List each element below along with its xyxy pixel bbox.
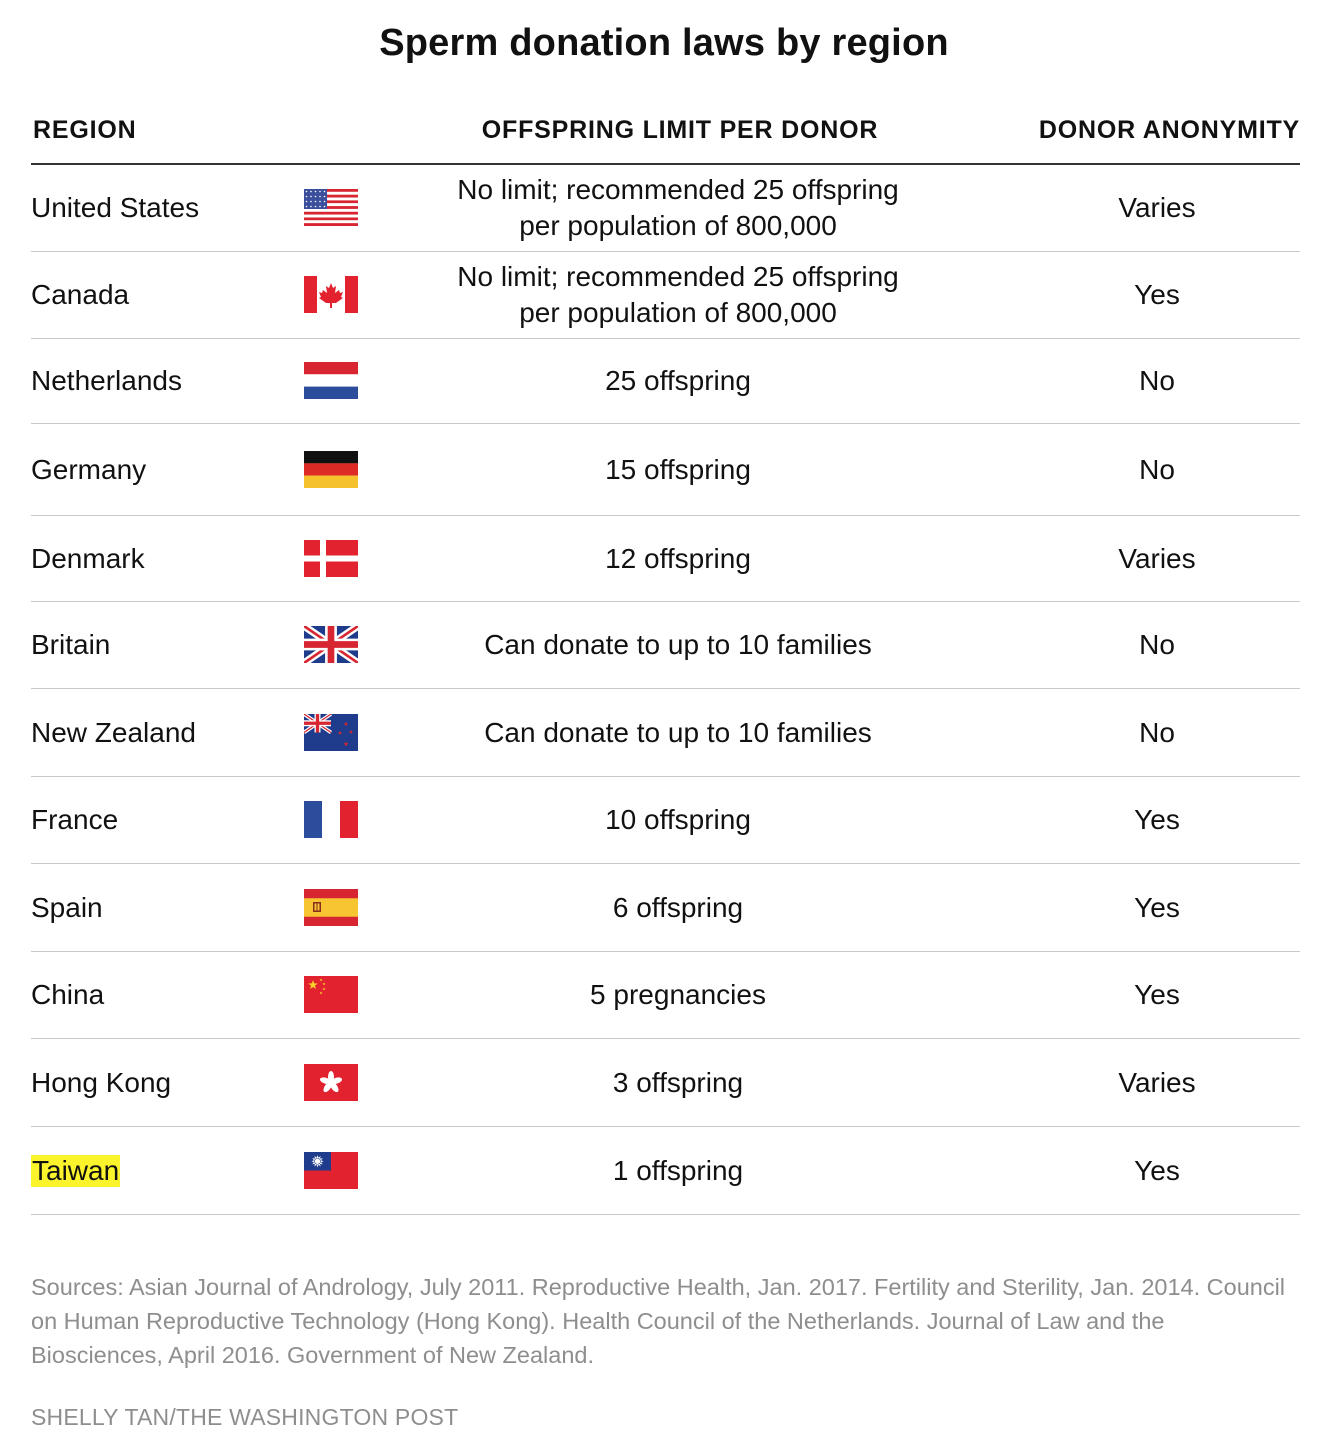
- region-cell: [31, 689, 196, 776]
- column-header-region: REGION: [33, 116, 137, 144]
- region-name: New Zealand: [31, 716, 196, 748]
- donor-anonymity-cell: Varies: [1118, 1066, 1196, 1098]
- donor-anonymity-cell: Yes: [1134, 804, 1180, 835]
- donor-anonymity-cell: No: [1139, 629, 1175, 660]
- china-flag-icon: [304, 976, 358, 1013]
- table-row: [31, 864, 1300, 952]
- credit-line: SHELLY TAN/THE WASHINGTON POST: [31, 1404, 459, 1430]
- donor-anonymity-cell: Yes: [1134, 279, 1180, 310]
- denmark-flag-icon: [304, 540, 358, 577]
- region-name-highlighted: Taiwan: [32, 1154, 120, 1186]
- region-name: Britain: [31, 629, 111, 660]
- offspring-limit-cell: [378, 252, 978, 338]
- offspring-limit-cell: [378, 516, 978, 601]
- donor-anonymity-cell: No: [1139, 365, 1175, 396]
- offspring-limit-line: 1 offspring: [612, 1154, 744, 1186]
- new-zealand-flag-icon: [304, 714, 358, 751]
- region-cell: [31, 339, 182, 423]
- donor-anonymity-cell: Varies: [1118, 542, 1196, 574]
- region-cell: [31, 424, 146, 515]
- column-header-offspring-limit: OFFSPRING LIMIT PER DONOR: [481, 116, 879, 144]
- table-row: [31, 252, 1300, 339]
- table-row: [31, 1039, 1300, 1127]
- offspring-limit-line: 15 offspring: [605, 453, 751, 485]
- offspring-limit-cell: [378, 952, 978, 1038]
- region-cell: [31, 602, 110, 688]
- region-cell: [31, 777, 118, 863]
- region-name: Netherlands: [31, 365, 182, 396]
- offspring-limit-line: No limit; recommended 25 offspring: [457, 261, 899, 292]
- donor-anonymity-cell: Varies: [1118, 192, 1196, 223]
- region-name: Canada: [31, 279, 130, 310]
- region-cell: [31, 252, 129, 338]
- region-cell: [31, 516, 145, 601]
- offspring-limit-cell: [378, 777, 978, 863]
- offspring-limit-line: per population of 800,000: [519, 297, 837, 328]
- table-row: [31, 424, 1300, 516]
- taiwan-flag-icon: [304, 1152, 358, 1189]
- offspring-limit-line: Can donate to up to 10 families: [484, 716, 872, 748]
- offspring-limit-cell: [378, 864, 978, 951]
- offspring-limit-line: 3 offspring: [612, 1066, 744, 1098]
- region-cell: [31, 165, 199, 251]
- region-name: France: [31, 804, 119, 835]
- donor-anonymity-cell: No: [1139, 453, 1175, 485]
- table-row: [31, 516, 1300, 602]
- offspring-limit-cell: [378, 1127, 978, 1214]
- offspring-limit-line: 10 offspring: [605, 804, 751, 835]
- offspring-limit-cell: [378, 689, 978, 776]
- donor-anonymity-cell: Yes: [1134, 979, 1180, 1010]
- table-row: [31, 952, 1300, 1039]
- region-name: United States: [31, 192, 200, 223]
- france-flag-icon: [304, 801, 358, 838]
- us-flag-icon: [304, 189, 358, 226]
- offspring-limit-cell: [378, 165, 978, 251]
- table-row: [31, 339, 1300, 424]
- offspring-limit-line: Can donate to up to 10 families: [484, 629, 872, 660]
- region-cell: [31, 1039, 171, 1126]
- table-row: [31, 165, 1300, 252]
- offspring-limit-line: per population of 800,000: [519, 210, 837, 241]
- donor-anonymity-cell: No: [1139, 716, 1175, 748]
- region-name: Spain: [31, 891, 103, 923]
- region-name: Hong Kong: [31, 1066, 172, 1098]
- netherlands-flag-icon: [304, 362, 358, 399]
- germany-flag-icon: [304, 451, 358, 488]
- canada-flag-icon: [304, 276, 358, 313]
- offspring-limit-line: 6 offspring: [612, 891, 744, 923]
- offspring-limit-line: 25 offspring: [605, 365, 751, 396]
- sources-note: Sources: Asian Journal of Andrology, July 2011. Reproductive Health, Jan. 2017. Fertility and Sterility, Jan. 2014. Council on Human Reproductive Technology (Hong Kong). Health Council of the Netherlands. Journal of Law and the Biosciences, April 2016. Government of New Zealand.: [31, 1274, 1286, 1368]
- region-name: Denmark: [31, 542, 145, 574]
- donor-anonymity-cell: Yes: [1134, 891, 1180, 923]
- table-row: [31, 689, 1300, 777]
- donor-anonymity-cell: Yes: [1134, 1154, 1180, 1186]
- region-cell: [31, 864, 103, 951]
- spain-flag-icon: [304, 889, 358, 926]
- offspring-limit-cell: [378, 424, 978, 515]
- offspring-limit-line: No limit; recommended 25 offspring: [457, 174, 899, 205]
- chart-title: Sperm donation laws by region: [379, 22, 949, 64]
- region-name: Germany: [31, 453, 147, 485]
- offspring-limit-cell: [378, 602, 978, 688]
- region-name: China: [31, 979, 105, 1010]
- hong-kong-flag-icon: [304, 1064, 358, 1101]
- offspring-limit-cell: [378, 339, 978, 423]
- offspring-limit-cell: [378, 1039, 978, 1126]
- region-cell: [31, 952, 104, 1038]
- offspring-limit-line: 12 offspring: [605, 542, 751, 574]
- table-row: [31, 777, 1300, 864]
- table-row: [31, 602, 1300, 689]
- region-cell: [31, 1127, 120, 1214]
- uk-flag-icon: [304, 626, 358, 663]
- offspring-limit-line: 5 pregnancies: [590, 979, 766, 1010]
- column-header-donor-anonymity: DONOR ANONYMITY: [1038, 116, 1300, 144]
- table-row: [31, 1127, 1300, 1215]
